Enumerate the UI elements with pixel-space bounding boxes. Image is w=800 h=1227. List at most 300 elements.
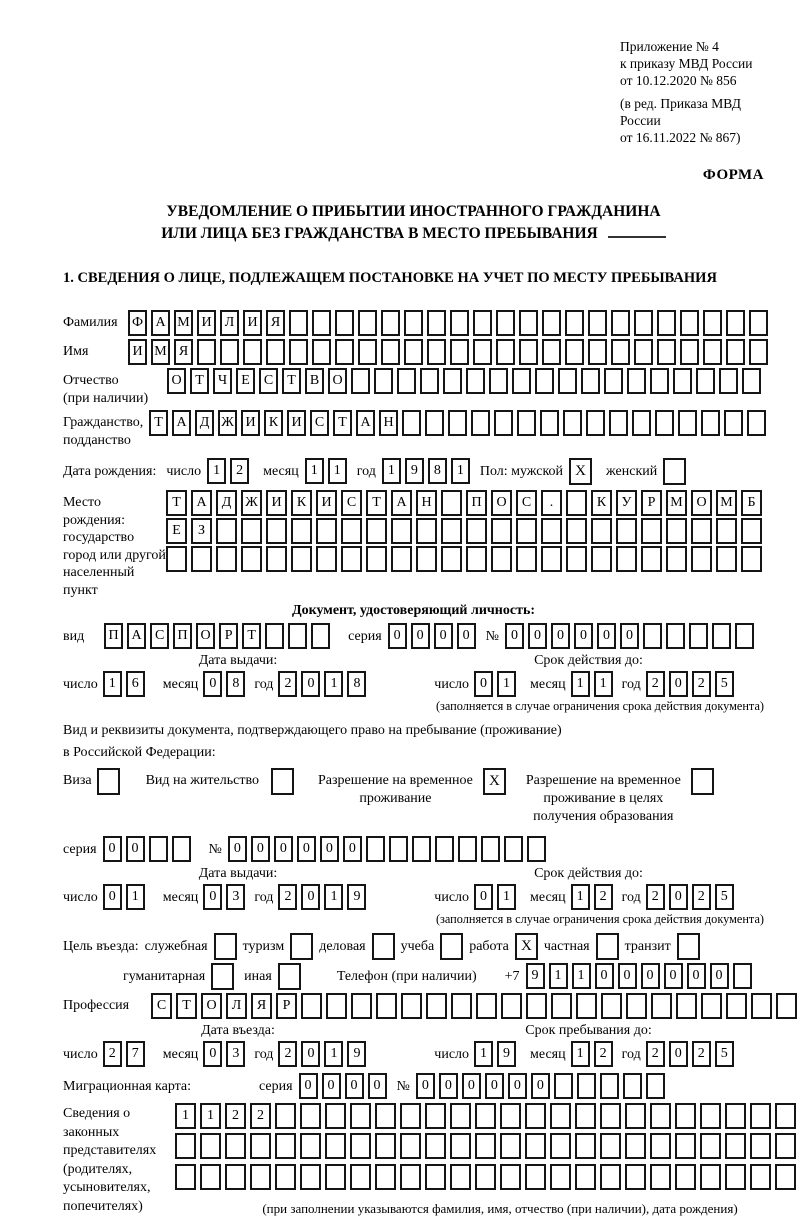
char-cell[interactable]: 0 (462, 1073, 481, 1099)
char-cell[interactable]: 0 (416, 1073, 435, 1099)
char-cell[interactable] (358, 339, 377, 365)
char-cell[interactable]: Я (266, 310, 285, 336)
char-cell[interactable] (475, 1164, 496, 1190)
char-cell[interactable]: 5 (715, 671, 734, 697)
char-cell[interactable] (175, 1164, 196, 1190)
char-cell[interactable]: 2 (646, 884, 665, 910)
char-cell[interactable] (626, 993, 647, 1019)
char-cell[interactable]: 1 (451, 458, 470, 484)
char-cell[interactable]: Д (195, 410, 214, 436)
char-cell[interactable] (751, 993, 772, 1019)
char-cell[interactable]: Р (276, 993, 297, 1019)
char-cell[interactable] (266, 546, 287, 572)
char-cell[interactable]: 0 (368, 1073, 387, 1099)
char-cell[interactable] (719, 368, 738, 394)
char-cell[interactable]: Т (149, 410, 168, 436)
char-cell[interactable]: 2 (646, 1041, 665, 1067)
char-cell[interactable]: 0 (299, 1073, 318, 1099)
char-cell[interactable] (609, 410, 628, 436)
char-cell[interactable] (416, 546, 437, 572)
char-cell[interactable]: Ж (218, 410, 237, 436)
char-cell[interactable] (735, 623, 754, 649)
char-cell[interactable] (289, 310, 308, 336)
char-cell[interactable] (750, 1103, 771, 1129)
char-cell[interactable] (716, 546, 737, 572)
char-cell[interactable]: 0 (103, 884, 122, 910)
char-cell[interactable]: П (173, 623, 192, 649)
char-cell[interactable] (366, 546, 387, 572)
char-cell[interactable] (400, 1103, 421, 1129)
char-cell[interactable] (312, 310, 331, 336)
char-cell[interactable] (550, 1133, 571, 1159)
char-cell[interactable] (381, 310, 400, 336)
char-cell[interactable] (701, 993, 722, 1019)
char-cell[interactable] (650, 368, 669, 394)
char-cell[interactable] (675, 1103, 696, 1129)
char-cell[interactable] (725, 1133, 746, 1159)
char-cell[interactable] (475, 1103, 496, 1129)
char-cell[interactable] (266, 339, 285, 365)
char-cell[interactable] (391, 546, 412, 572)
char-cell[interactable]: К (264, 410, 283, 436)
char-cell[interactable]: И (128, 339, 147, 365)
char-cell[interactable]: 2 (594, 1041, 613, 1067)
char-cell[interactable] (741, 546, 762, 572)
char-cell[interactable] (425, 1164, 446, 1190)
char-cell[interactable] (275, 1133, 296, 1159)
char-cell[interactable]: Т (333, 410, 352, 436)
char-cell[interactable] (149, 836, 168, 862)
char-cell[interactable] (519, 310, 538, 336)
char-cell[interactable] (586, 410, 605, 436)
char-cell[interactable] (741, 518, 762, 544)
residence-permit-checkbox[interactable] (271, 768, 294, 795)
char-cell[interactable]: 0 (620, 623, 639, 649)
char-cell[interactable] (420, 368, 439, 394)
char-cell[interactable] (703, 339, 722, 365)
char-cell[interactable] (335, 310, 354, 336)
char-cell[interactable] (541, 546, 562, 572)
char-cell[interactable]: Н (379, 410, 398, 436)
char-cell[interactable]: Т (176, 993, 197, 1019)
char-cell[interactable] (525, 1164, 546, 1190)
char-cell[interactable] (641, 546, 662, 572)
char-cell[interactable] (197, 339, 216, 365)
char-cell[interactable] (301, 993, 322, 1019)
char-cell[interactable] (220, 339, 239, 365)
char-cell[interactable] (389, 836, 408, 862)
char-cell[interactable] (625, 1164, 646, 1190)
char-cell[interactable]: Н (416, 490, 437, 516)
char-cell[interactable] (646, 1073, 665, 1099)
char-cell[interactable]: М (716, 490, 737, 516)
char-cell[interactable] (703, 310, 722, 336)
char-cell[interactable]: 0 (434, 623, 453, 649)
char-cell[interactable]: А (172, 410, 191, 436)
char-cell[interactable] (425, 1133, 446, 1159)
char-cell[interactable]: 0 (203, 884, 222, 910)
char-cell[interactable] (526, 993, 547, 1019)
char-cell[interactable] (632, 410, 651, 436)
char-cell[interactable]: С (151, 993, 172, 1019)
char-cell[interactable] (466, 368, 485, 394)
char-cell[interactable]: 0 (669, 884, 688, 910)
char-cell[interactable]: 2 (278, 671, 297, 697)
char-cell[interactable] (691, 546, 712, 572)
char-cell[interactable] (427, 339, 446, 365)
char-cell[interactable]: 0 (297, 836, 316, 862)
char-cell[interactable]: А (127, 623, 146, 649)
char-cell[interactable] (351, 993, 372, 1019)
char-cell[interactable] (542, 339, 561, 365)
char-cell[interactable]: Д (216, 490, 237, 516)
char-cell[interactable] (551, 993, 572, 1019)
char-cell[interactable]: С (341, 490, 362, 516)
char-cell[interactable] (500, 1103, 521, 1129)
char-cell[interactable]: 0 (597, 623, 616, 649)
char-cell[interactable] (481, 836, 500, 862)
char-cell[interactable] (427, 310, 446, 336)
char-cell[interactable] (775, 1103, 796, 1129)
char-cell[interactable]: 9 (526, 963, 545, 989)
char-cell[interactable] (616, 518, 637, 544)
char-cell[interactable] (724, 410, 743, 436)
char-cell[interactable] (525, 1133, 546, 1159)
char-cell[interactable]: М (174, 310, 193, 336)
char-cell[interactable] (700, 1103, 721, 1129)
char-cell[interactable]: 8 (428, 458, 447, 484)
char-cell[interactable]: 0 (710, 963, 729, 989)
char-cell[interactable]: С (150, 623, 169, 649)
char-cell[interactable] (576, 993, 597, 1019)
char-cell[interactable] (466, 546, 487, 572)
char-cell[interactable]: 0 (203, 671, 222, 697)
char-cell[interactable]: О (167, 368, 186, 394)
char-cell[interactable] (416, 518, 437, 544)
char-cell[interactable] (450, 339, 469, 365)
char-cell[interactable] (657, 339, 676, 365)
char-cell[interactable] (441, 518, 462, 544)
purpose-other-checkbox[interactable] (278, 963, 301, 990)
char-cell[interactable] (527, 836, 546, 862)
char-cell[interactable] (558, 368, 577, 394)
char-cell[interactable] (600, 1073, 619, 1099)
char-cell[interactable] (312, 339, 331, 365)
char-cell[interactable]: 1 (103, 671, 122, 697)
char-cell[interactable] (716, 518, 737, 544)
char-cell[interactable] (680, 339, 699, 365)
char-cell[interactable] (747, 410, 766, 436)
char-cell[interactable] (675, 1133, 696, 1159)
char-cell[interactable] (712, 623, 731, 649)
char-cell[interactable] (675, 1164, 696, 1190)
char-cell[interactable] (650, 1164, 671, 1190)
char-cell[interactable] (266, 518, 287, 544)
char-cell[interactable] (375, 1103, 396, 1129)
char-cell[interactable]: П (104, 623, 123, 649)
char-cell[interactable]: 2 (278, 884, 297, 910)
char-cell[interactable]: 2 (692, 671, 711, 697)
char-cell[interactable] (291, 546, 312, 572)
char-cell[interactable] (426, 993, 447, 1019)
char-cell[interactable]: 9 (497, 1041, 516, 1067)
char-cell[interactable]: 5 (715, 884, 734, 910)
char-cell[interactable] (216, 518, 237, 544)
char-cell[interactable]: Т (190, 368, 209, 394)
char-cell[interactable] (575, 1103, 596, 1129)
char-cell[interactable]: 2 (250, 1103, 271, 1129)
char-cell[interactable] (443, 368, 462, 394)
char-cell[interactable] (611, 339, 630, 365)
char-cell[interactable] (750, 1164, 771, 1190)
char-cell[interactable]: 0 (439, 1073, 458, 1099)
char-cell[interactable] (554, 1073, 573, 1099)
char-cell[interactable]: Ж (241, 490, 262, 516)
char-cell[interactable]: С (516, 490, 537, 516)
char-cell[interactable]: 9 (347, 884, 366, 910)
char-cell[interactable] (678, 410, 697, 436)
char-cell[interactable]: Л (220, 310, 239, 336)
char-cell[interactable] (625, 1103, 646, 1129)
char-cell[interactable] (381, 339, 400, 365)
char-cell[interactable] (241, 518, 262, 544)
char-cell[interactable]: А (356, 410, 375, 436)
purpose-transit-checkbox[interactable] (677, 933, 700, 960)
char-cell[interactable] (541, 518, 562, 544)
char-cell[interactable] (577, 1073, 596, 1099)
char-cell[interactable]: Т (366, 490, 387, 516)
char-cell[interactable]: 0 (301, 1041, 320, 1067)
char-cell[interactable] (776, 993, 797, 1019)
char-cell[interactable]: 3 (226, 1041, 245, 1067)
char-cell[interactable] (402, 410, 421, 436)
char-cell[interactable] (750, 1133, 771, 1159)
char-cell[interactable] (450, 1133, 471, 1159)
char-cell[interactable] (458, 836, 477, 862)
char-cell[interactable] (726, 993, 747, 1019)
char-cell[interactable]: Е (236, 368, 255, 394)
char-cell[interactable]: 0 (551, 623, 570, 649)
char-cell[interactable] (391, 518, 412, 544)
char-cell[interactable]: 0 (343, 836, 362, 862)
purpose-tourism-checkbox[interactable] (290, 933, 313, 960)
char-cell[interactable] (512, 368, 531, 394)
char-cell[interactable]: 1 (497, 884, 516, 910)
char-cell[interactable]: И (287, 410, 306, 436)
char-cell[interactable]: 0 (301, 884, 320, 910)
char-cell[interactable]: Т (282, 368, 301, 394)
char-cell[interactable]: Т (166, 490, 187, 516)
char-cell[interactable]: 9 (347, 1041, 366, 1067)
char-cell[interactable]: 1 (324, 884, 343, 910)
char-cell[interactable] (550, 1103, 571, 1129)
char-cell[interactable]: 2 (225, 1103, 246, 1129)
char-cell[interactable] (666, 518, 687, 544)
char-cell[interactable]: 0 (457, 623, 476, 649)
char-cell[interactable]: Л (226, 993, 247, 1019)
char-cell[interactable]: 1 (549, 963, 568, 989)
char-cell[interactable]: И (243, 310, 262, 336)
char-cell[interactable] (601, 993, 622, 1019)
char-cell[interactable] (600, 1133, 621, 1159)
sex-male-checkbox[interactable]: X (569, 458, 592, 485)
char-cell[interactable]: 1 (594, 671, 613, 697)
char-cell[interactable] (325, 1164, 346, 1190)
char-cell[interactable] (471, 410, 490, 436)
char-cell[interactable]: 0 (345, 1073, 364, 1099)
char-cell[interactable] (425, 1103, 446, 1129)
char-cell[interactable]: 0 (388, 623, 407, 649)
char-cell[interactable] (476, 993, 497, 1019)
char-cell[interactable] (700, 1133, 721, 1159)
char-cell[interactable] (358, 310, 377, 336)
char-cell[interactable]: 9 (405, 458, 424, 484)
char-cell[interactable]: 5 (715, 1041, 734, 1067)
char-cell[interactable] (581, 368, 600, 394)
char-cell[interactable] (657, 310, 676, 336)
char-cell[interactable] (749, 310, 768, 336)
char-cell[interactable] (473, 339, 492, 365)
char-cell[interactable] (374, 368, 393, 394)
char-cell[interactable] (366, 836, 385, 862)
char-cell[interactable] (691, 518, 712, 544)
char-cell[interactable]: 0 (664, 963, 683, 989)
char-cell[interactable]: А (191, 490, 212, 516)
char-cell[interactable]: 1 (324, 671, 343, 697)
char-cell[interactable] (200, 1133, 221, 1159)
char-cell[interactable] (325, 1103, 346, 1129)
char-cell[interactable] (496, 310, 515, 336)
char-cell[interactable] (634, 310, 653, 336)
char-cell[interactable]: 0 (474, 671, 493, 697)
char-cell[interactable]: 2 (692, 1041, 711, 1067)
char-cell[interactable] (288, 623, 307, 649)
char-cell[interactable] (591, 546, 612, 572)
char-cell[interactable] (450, 1103, 471, 1129)
char-cell[interactable]: Ф (128, 310, 147, 336)
char-cell[interactable] (473, 310, 492, 336)
char-cell[interactable]: 1 (328, 458, 347, 484)
char-cell[interactable] (517, 410, 536, 436)
char-cell[interactable]: 2 (103, 1041, 122, 1067)
char-cell[interactable] (516, 546, 537, 572)
char-cell[interactable]: 1 (200, 1103, 221, 1129)
char-cell[interactable] (623, 1073, 642, 1099)
char-cell[interactable] (448, 410, 467, 436)
char-cell[interactable] (651, 993, 672, 1019)
char-cell[interactable] (725, 1103, 746, 1129)
char-cell[interactable] (243, 339, 262, 365)
char-cell[interactable] (175, 1133, 196, 1159)
char-cell[interactable] (404, 310, 423, 336)
char-cell[interactable]: 0 (508, 1073, 527, 1099)
char-cell[interactable] (749, 339, 768, 365)
char-cell[interactable]: 0 (595, 963, 614, 989)
char-cell[interactable] (673, 368, 692, 394)
char-cell[interactable]: 1 (175, 1103, 196, 1129)
char-cell[interactable] (496, 339, 515, 365)
char-cell[interactable] (412, 836, 431, 862)
char-cell[interactable] (441, 546, 462, 572)
char-cell[interactable]: М (151, 339, 170, 365)
char-cell[interactable] (565, 339, 584, 365)
char-cell[interactable] (275, 1164, 296, 1190)
char-cell[interactable] (600, 1103, 621, 1129)
char-cell[interactable] (265, 623, 284, 649)
char-cell[interactable]: К (291, 490, 312, 516)
char-cell[interactable] (341, 518, 362, 544)
char-cell[interactable]: К (591, 490, 612, 516)
char-cell[interactable] (501, 993, 522, 1019)
char-cell[interactable] (565, 310, 584, 336)
char-cell[interactable] (200, 1164, 221, 1190)
char-cell[interactable]: М (666, 490, 687, 516)
char-cell[interactable] (326, 993, 347, 1019)
char-cell[interactable] (335, 339, 354, 365)
char-cell[interactable]: 1 (571, 884, 590, 910)
char-cell[interactable] (696, 368, 715, 394)
char-cell[interactable] (733, 963, 752, 989)
char-cell[interactable] (666, 546, 687, 572)
char-cell[interactable]: 0 (669, 671, 688, 697)
char-cell[interactable] (563, 410, 582, 436)
char-cell[interactable] (519, 339, 538, 365)
char-cell[interactable] (325, 1133, 346, 1159)
char-cell[interactable]: Р (641, 490, 662, 516)
char-cell[interactable] (540, 410, 559, 436)
char-cell[interactable]: 0 (474, 884, 493, 910)
char-cell[interactable]: 0 (485, 1073, 504, 1099)
char-cell[interactable] (401, 993, 422, 1019)
char-cell[interactable] (775, 1164, 796, 1190)
char-cell[interactable] (575, 1164, 596, 1190)
char-cell[interactable] (634, 339, 653, 365)
char-cell[interactable] (525, 1103, 546, 1129)
char-cell[interactable]: 1 (571, 1041, 590, 1067)
char-cell[interactable] (172, 836, 191, 862)
char-cell[interactable] (311, 623, 330, 649)
char-cell[interactable] (500, 1164, 521, 1190)
char-cell[interactable] (680, 310, 699, 336)
char-cell[interactable]: Б (741, 490, 762, 516)
char-cell[interactable] (591, 518, 612, 544)
char-cell[interactable] (275, 1103, 296, 1129)
char-cell[interactable] (504, 836, 523, 862)
char-cell[interactable]: 2 (230, 458, 249, 484)
char-cell[interactable]: 1 (474, 1041, 493, 1067)
char-cell[interactable] (625, 1133, 646, 1159)
char-cell[interactable] (701, 410, 720, 436)
char-cell[interactable] (350, 1133, 371, 1159)
char-cell[interactable] (397, 368, 416, 394)
char-cell[interactable] (316, 546, 337, 572)
char-cell[interactable]: 1 (207, 458, 226, 484)
char-cell[interactable] (676, 993, 697, 1019)
char-cell[interactable]: 0 (687, 963, 706, 989)
char-cell[interactable] (666, 623, 685, 649)
char-cell[interactable]: 1 (571, 671, 590, 697)
char-cell[interactable] (404, 339, 423, 365)
char-cell[interactable] (650, 1103, 671, 1129)
char-cell[interactable]: А (391, 490, 412, 516)
char-cell[interactable] (250, 1133, 271, 1159)
char-cell[interactable]: 0 (322, 1073, 341, 1099)
char-cell[interactable]: 6 (126, 671, 145, 697)
char-cell[interactable] (700, 1164, 721, 1190)
char-cell[interactable]: 2 (278, 1041, 297, 1067)
sex-female-checkbox[interactable] (663, 458, 686, 485)
edu-permit-checkbox[interactable] (691, 768, 714, 795)
